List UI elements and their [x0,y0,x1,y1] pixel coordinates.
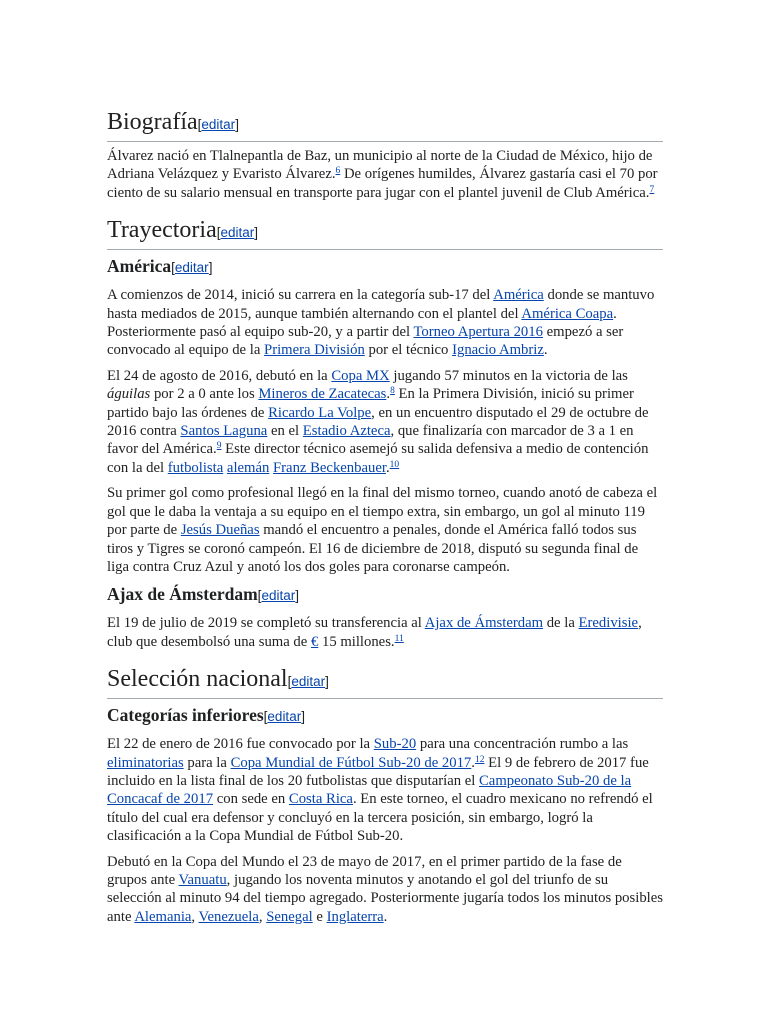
link-eliminatorias[interactable]: eliminatorias [107,754,184,771]
text: . [543,342,548,359]
text: Álvarez nació en Tlalnepantla de Baz, un municipio al norte de la Ciudad de México, hijo de Adriana Velázquez y Evaristo Álvarez. [107,148,653,183]
paragraph [107,853,663,927]
link-venezuela[interactable]: Venezuela [198,908,259,925]
text: e [312,908,327,925]
edit-section-link-wrapper: [editar] [287,674,329,690]
text: para una concentración rumbo a las [416,736,629,753]
italic-text: águilas [107,386,151,403]
edit-section-link-wrapper: [editar] [197,117,239,132]
subsection-heading-america [107,255,663,279]
link-inglaterra[interactable]: Inglaterra [326,908,384,925]
text: por el técnico [364,342,453,359]
text: De orígenes humildes, Álvarez gastaría casi el 70 por ciento de su salario mensual en transporte para jugar con el plantel juvenil de Club América. [107,166,658,201]
text: . [471,754,475,771]
link-franz-beckenbauer[interactable]: Franz Beckenbauer [273,459,386,476]
subsection-title: América [107,256,172,277]
text: En la Primera División, inició su primer partido bajo las órdenes de [107,386,634,421]
paragraph [107,614,663,651]
text: en el [267,423,303,440]
text: 15 millones. [318,633,395,650]
section-title: Trayectoria [107,217,217,244]
text: . En este torneo, el cuadro mexicano no refrendó el título del cual era defensor y concluyó en la tercera posición, sin embargo, logró la clasificación a la Copa Mundial de Fútbol Sub-20. [107,791,653,845]
edit-section-link-wrapper: [editar] [216,225,259,241]
link-alemania[interactable]: Alemania [134,908,192,925]
reference-link[interactable]: 11 [394,633,404,644]
paragraph [107,484,663,576]
edit-section-link[interactable]: editar [291,674,326,690]
section-heading-trayectoria [107,216,663,250]
subsection-heading-ajax [107,583,663,607]
text: El 24 de agosto de 2016, debutó en la [107,367,332,384]
text: donde se mantuvo hasta mediados de 2015, aunque también alternando con el plantel del [107,287,655,322]
text: para la [183,754,231,771]
link-primera-division[interactable]: Primera División [264,342,365,359]
subsection-title: Categorías inferiores [107,705,264,726]
reference [390,460,400,470]
paragraph [107,735,663,845]
text: Debutó en la Copa del Mundo el 23 de mayo de 2017, en el primer partido de la fase de grupos ante [107,853,622,888]
reference-link[interactable]: 12 [474,754,485,765]
reference-link[interactable]: 6 [335,166,341,177]
link-sub-20[interactable]: Sub-20 [373,736,417,753]
edit-section-link[interactable]: editar [201,117,236,132]
subsection-heading-categorias-inferiores [107,704,663,728]
reference [649,185,654,195]
text: , jugando los noventa minutos y anotando el gol del triunfo de su selección al minuto 94 del tiempo agregado. Posteriormente jugaría todos los minutos posibles ante [107,871,663,925]
subsection-title: Ajax de Ámsterdam [107,584,258,605]
edit-section-link-wrapper: [editar] [171,260,213,276]
text: empezó a ser convocado al equipo de la [107,324,624,359]
text: . [383,908,388,925]
link-euro[interactable]: € [310,633,319,650]
link-campeonato-sub-20-concacaf-2017[interactable]: Campeonato Sub-20 de la Concacaf de 2017 [107,772,632,808]
link-ricardo-la-volpe[interactable]: Ricardo La Volpe [268,404,372,421]
link-santos-laguna[interactable]: Santos Laguna [180,423,268,440]
reference-link[interactable]: 7 [649,184,655,195]
edit-section-link-wrapper: [editar] [263,709,305,725]
link-america[interactable]: América [493,287,544,304]
section-title: Biografía [107,109,198,135]
reference [395,634,404,644]
text: , [258,908,267,925]
paragraph [107,367,663,477]
edit-section-link[interactable]: editar [174,260,209,276]
section-heading-seleccion-nacional [107,665,663,699]
link-copa-mundial-sub-20-2017[interactable]: Copa Mundial de Fútbol Sub-20 de 2017 [230,754,472,771]
link-costa-rica[interactable]: Costa Rica [288,791,353,808]
edit-section-link-wrapper: [editar] [257,588,299,604]
link-futbolista[interactable]: futbolista [167,459,224,476]
link-ignacio-ambriz[interactable]: Ignacio Ambriz [452,342,544,359]
text: mandó el encuentro a penales, donde el América falló todos sus tiros y Tigres se coronó campeón. El 16 de diciembre de 2018, disputó su segunda final de liga contra Cruz Azul y anotó los dos goles para coronarse campeón. [107,522,639,575]
text: El 19 de julio de 2019 se completó su transferencia al [107,615,425,632]
link-senegal[interactable]: Senegal [266,908,313,925]
paragraph [107,147,663,202]
link-ajax-de-amsterdam[interactable]: Ajax de Ámsterdam [424,615,544,632]
text: , [191,908,199,925]
link-aleman[interactable]: alemán [226,459,270,476]
paragraph [107,286,663,360]
text: jugando 57 minutos en la victoria de las [389,367,628,384]
text: de la [543,615,579,632]
link-copa-mx[interactable]: Copa MX [331,367,390,384]
link-mineros-de-zacatecas[interactable]: Mineros de Zacatecas [258,386,387,403]
text: A comienzos de 2014, inició su carrera en la categoría sub-17 del [107,287,494,304]
edit-section-link[interactable]: editar [220,225,255,241]
text: . [386,386,391,403]
text: , en un encuentro disputado el 29 de octubre de 2016 contra [107,404,649,440]
link-vanuatu[interactable]: Vanuatu [178,871,227,888]
link-torneo-apertura-2016[interactable]: Torneo Apertura 2016 [413,324,543,341]
edit-section-link[interactable]: editar [261,588,296,604]
text: El 9 de febrero de 2017 fue incluido en la lista final de los 20 futbolistas que disputarían el [107,754,649,789]
text: con sede en [213,791,289,808]
reference-link[interactable]: 10 [389,459,400,470]
text: , que finalizaría con marcador de 3 a 1 en favor del América. [107,423,634,458]
reference-link[interactable]: 8 [390,386,395,397]
text: por 2 a 0 ante los [150,386,259,403]
section-title: Selección nacional [107,666,288,693]
text: . Posteriormente pasó al equipo sub-20, y a partir del [107,305,617,341]
article-content [107,108,663,933]
link-eredivisie[interactable]: Eredivisie [578,615,639,632]
link-jesus-duenas[interactable]: Jesús Dueñas [180,522,260,539]
edit-section-link[interactable]: editar [267,709,302,725]
text: El 22 de enero de 2016 fue convocado por la [107,736,374,753]
text: Su primer gol como profesional llegó en la final del mismo torneo, cuando anotó de cabeza el gol que le daba la ventaja a su equipo en el tiempo extra, sin embargo, un gol al minuto 119 por parte de [107,485,658,539]
section-heading-biografia [107,108,663,142]
reference-link[interactable]: 9 [216,441,222,452]
link-america-coapa[interactable]: América Coapa [521,305,614,322]
text: , club que desembolsó una suma de [107,615,642,650]
text: Este director técnico asemejó su salida defensiva a medio de contención con la del [107,441,649,476]
link-estadio-azteca[interactable]: Estadio Azteca [302,423,391,440]
text: . [385,459,390,476]
